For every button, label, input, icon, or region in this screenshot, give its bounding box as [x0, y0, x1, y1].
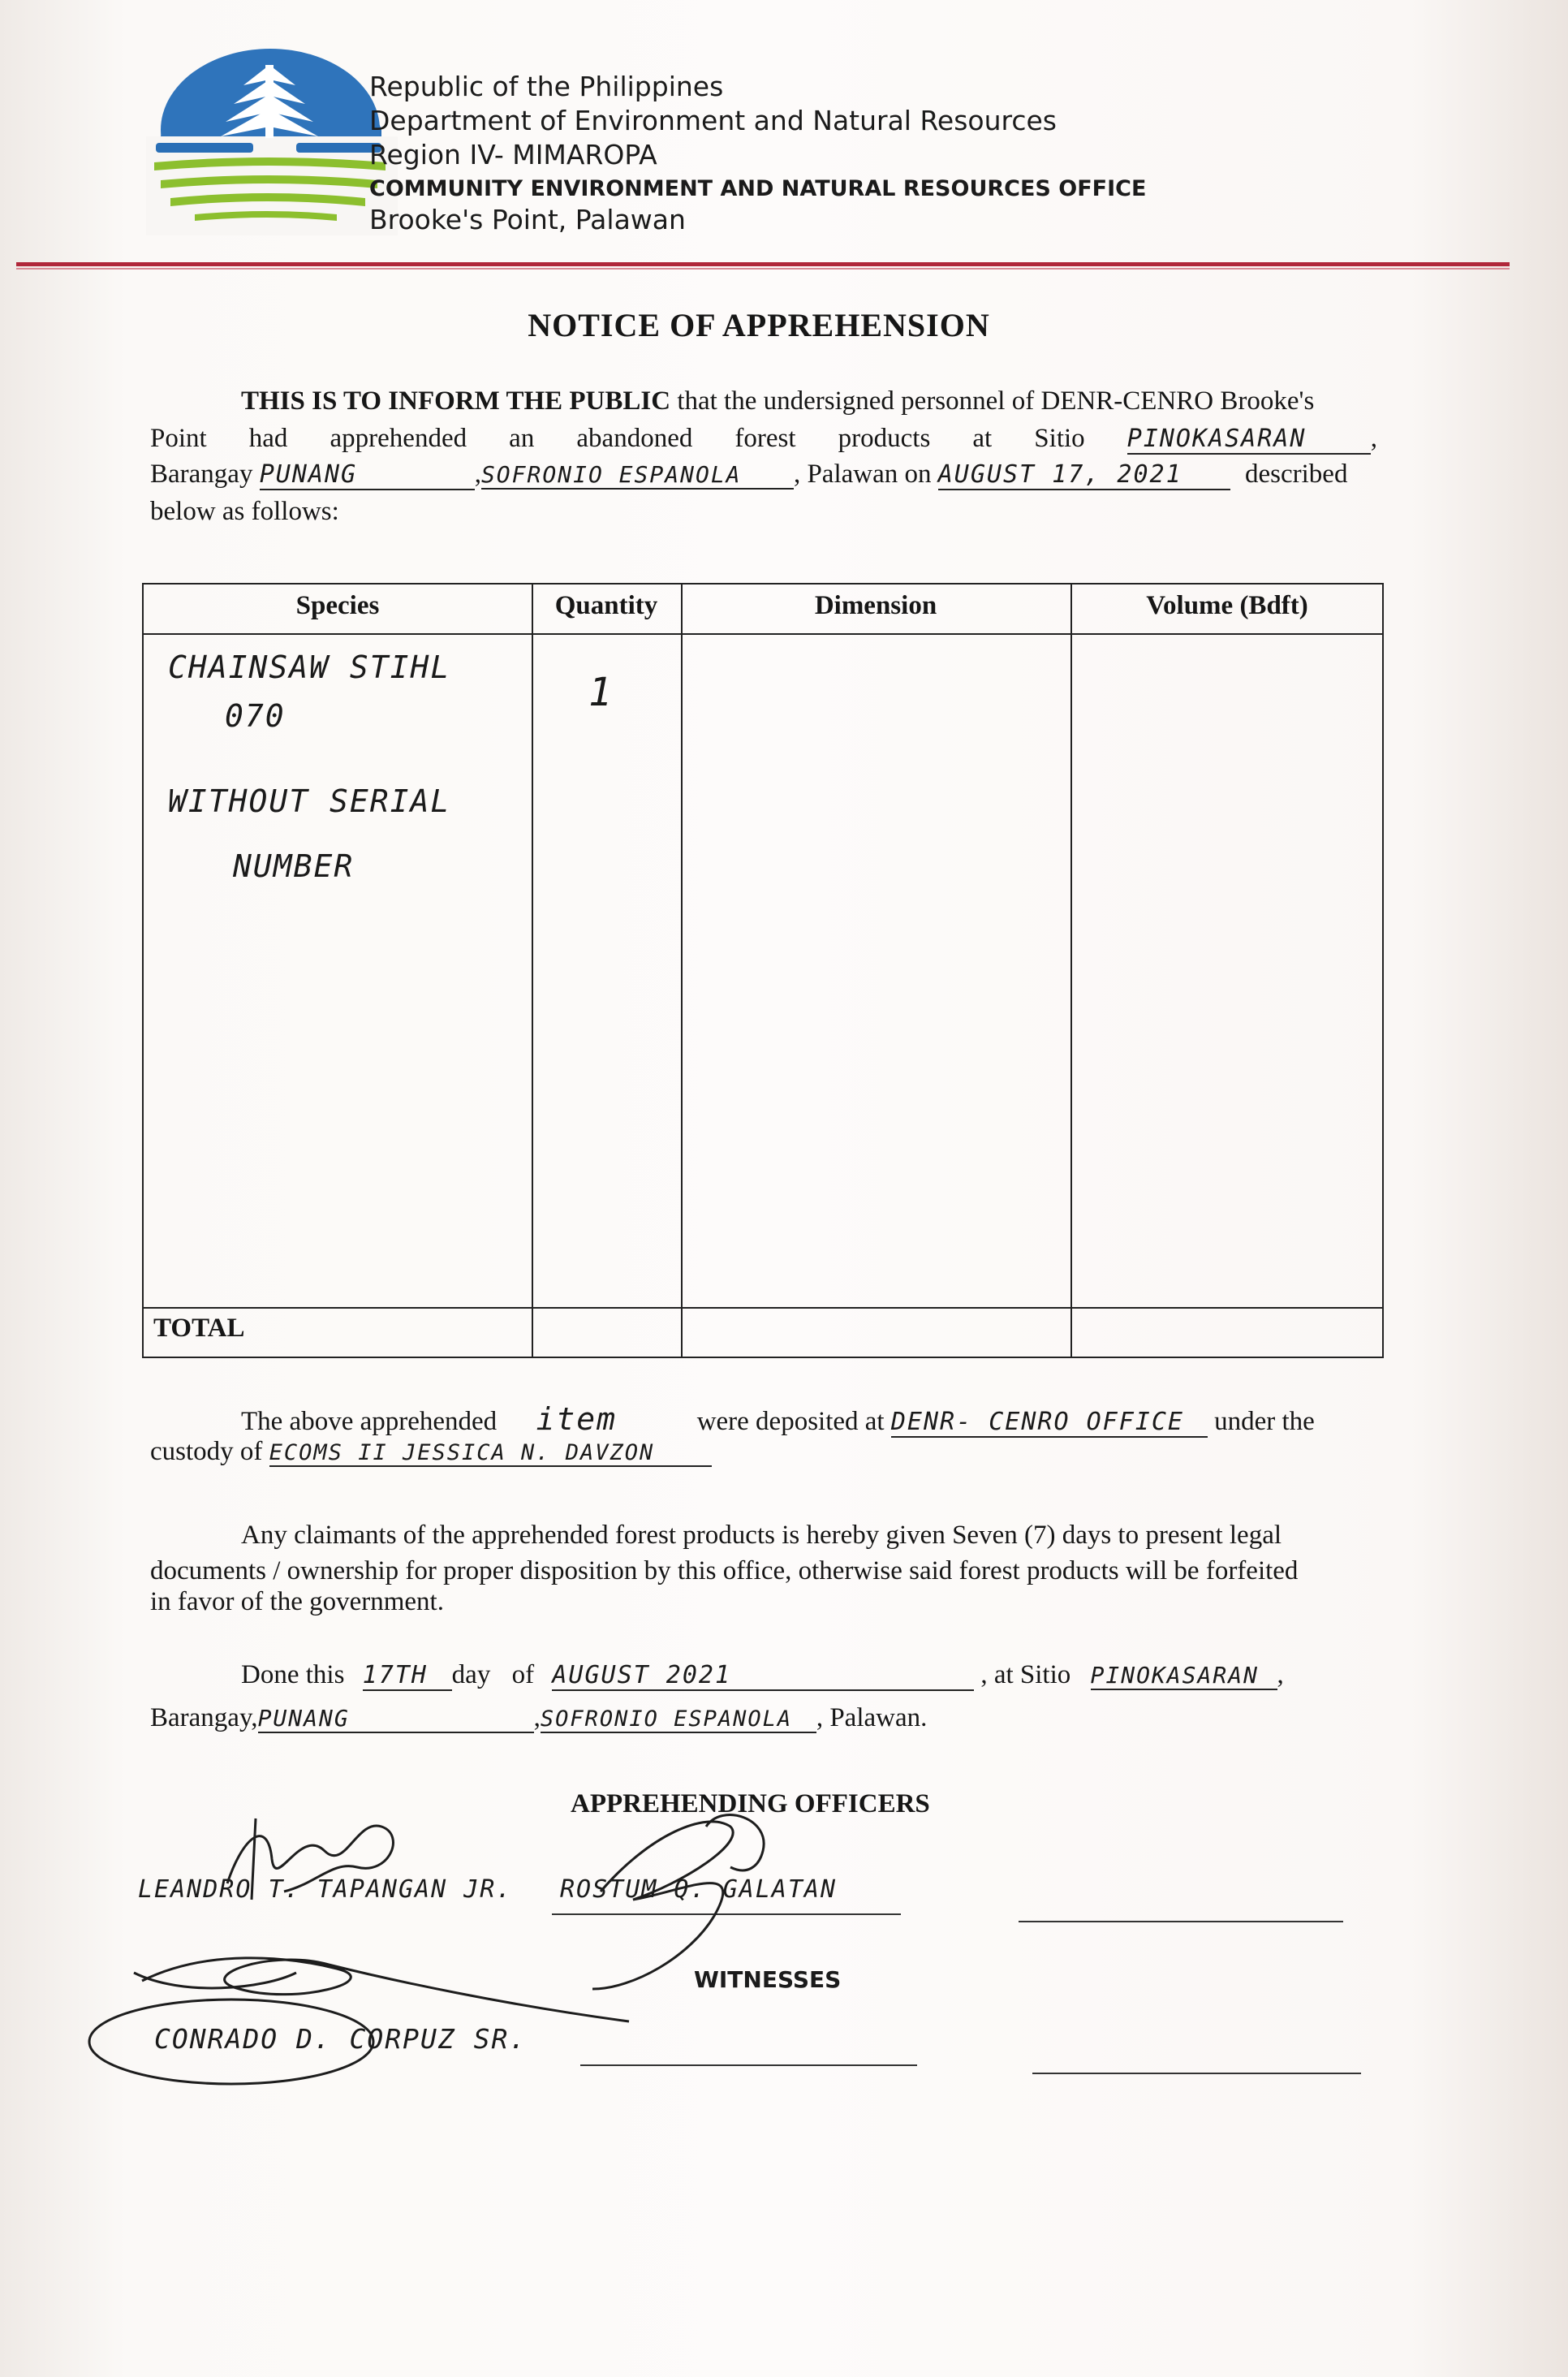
done-municipality-field: SOFRONIO ESPANOLA — [541, 1706, 816, 1733]
done-text-1: Done this — [241, 1660, 345, 1689]
species-line-1: CHAINSAW STIHL — [168, 649, 451, 685]
table-header-divider — [144, 633, 1382, 635]
header-location: Brooke's Point, Palawan — [369, 204, 686, 235]
custody-label: custody of — [150, 1437, 263, 1466]
officer-2-name: ROSTUM Q. GALATAN — [560, 1875, 838, 1904]
intro-line-2: Point had apprehended an abandoned forest products at Sitio PINOKASARAN , — [150, 424, 1377, 453]
deposit-text-1: The above apprehended — [241, 1407, 498, 1436]
witnesses-heading: WITNESSES — [694, 1966, 842, 1993]
deposit-place-field: DENR- CENRO OFFICE — [891, 1408, 1208, 1438]
deposit-line-1 — [241, 1401, 1315, 1438]
municipality-field: SOFRONIO ESPANOLA — [481, 461, 794, 490]
done-text-5: Barangay, — [150, 1703, 258, 1732]
deposit-line-2 — [150, 1437, 712, 1467]
officer-4-name: CONRADO D. CORPUZ SR. — [154, 2023, 528, 2055]
done-text-4: , at Sitio — [980, 1660, 1071, 1689]
described-text: described — [1245, 459, 1348, 489]
table-total-divider — [144, 1307, 1382, 1309]
done-text-6: , Palawan. — [816, 1703, 928, 1732]
header-region: Region IV- MIMAROPA — [369, 139, 657, 170]
done-text-2: day — [451, 1660, 491, 1689]
officer-1-name: LEANDRO T. TAPANGAN JR. — [138, 1875, 513, 1904]
apprehension-table — [142, 583, 1384, 1358]
header-department: Department of Environment and Natural Resources — [369, 105, 1057, 136]
table-col-divider-2 — [681, 585, 683, 1357]
claim-line-2: documents / ownership for proper disposition by this office, otherwise said forest products will be forfeited — [150, 1556, 1299, 1585]
table-col-divider-1 — [532, 585, 533, 1357]
claim-line-1: Any claimants of the apprehended forest products is hereby given Seven (7) days to present legal — [241, 1521, 1282, 1550]
intro-line-1 — [241, 386, 1314, 416]
intro-line-3: Barangay PUNANG ,SOFRONIO ESPANOLA , Palawan on AUGUST 17, 2021 described — [150, 459, 1348, 489]
header-rule-thin — [16, 268, 1510, 270]
col-header-quantity: Quantity — [554, 591, 658, 620]
witness-2-line — [1032, 2073, 1361, 2074]
species-line-4: NUMBER — [233, 848, 355, 884]
col-header-species: Species — [295, 591, 380, 620]
intro-lead: THIS IS TO INFORM THE PUBLIC — [241, 386, 671, 416]
witness-1-line — [580, 2064, 917, 2066]
officer-1-signature — [195, 1802, 422, 1908]
sitio-field: PINOKASARAN — [1127, 425, 1371, 455]
col-header-dimension: Dimension — [814, 591, 937, 620]
palawan-on-text: , Palawan on — [793, 459, 932, 489]
done-sitio-field: PINOKASARAN — [1091, 1662, 1277, 1690]
date-field: AUGUST 17, 2021 — [938, 460, 1230, 490]
header-republic: Republic of the Philippines — [369, 71, 724, 102]
officer-3-line — [1019, 1921, 1343, 1922]
col-header-volume: Volume (Bdft) — [1146, 591, 1308, 620]
barangay-label: Barangay — [150, 459, 253, 489]
intro-text-1: that the undersigned personnel of DENR-CENRO Brooke's — [677, 386, 1315, 416]
done-month-field: AUGUST 2021 — [552, 1661, 974, 1691]
intro-text-2: Point had apprehended an abandoned forest products at Sitio — [150, 424, 1085, 453]
header-rule — [16, 262, 1510, 266]
officer-4-signature — [85, 1932, 637, 2086]
done-day-field: 17TH — [363, 1661, 452, 1691]
quantity-value: 1 — [588, 670, 614, 715]
deposit-text-3: under the — [1214, 1407, 1315, 1436]
header-office: COMMUNITY ENVIRONMENT AND NATURAL RESOURCES OFFICE — [369, 176, 1147, 201]
species-line-2: 070 — [225, 698, 286, 734]
done-line-1: Done this 17TH day of AUGUST 2021 , at Sitio PINOKASARAN , — [241, 1660, 1284, 1689]
custodian-field: ECOMS II JESSICA N. DAVZON — [269, 1440, 712, 1467]
deposit-item-field: item — [536, 1401, 617, 1437]
species-line-3: WITHOUT SERIAL — [168, 783, 451, 819]
intro-line-4: below as follows: — [150, 497, 339, 526]
denr-logo — [146, 41, 398, 235]
done-text-3: of — [511, 1660, 535, 1689]
total-label: TOTAL — [153, 1314, 245, 1343]
officers-heading: APPREHENDING OFFICERS — [571, 1789, 930, 1818]
done-line-2: Barangay,PUNANG ,SOFRONIO ESPANOLA , Palawan. — [150, 1703, 928, 1732]
table-col-divider-3 — [1070, 585, 1072, 1357]
claim-line-3: in favor of the government. — [150, 1587, 444, 1616]
barangay-field: PUNANG — [260, 460, 475, 490]
deposit-text-2: were deposited at — [696, 1407, 885, 1436]
page-title: NOTICE OF APPREHENSION — [528, 307, 990, 343]
done-barangay-field: PUNANG — [258, 1705, 534, 1733]
